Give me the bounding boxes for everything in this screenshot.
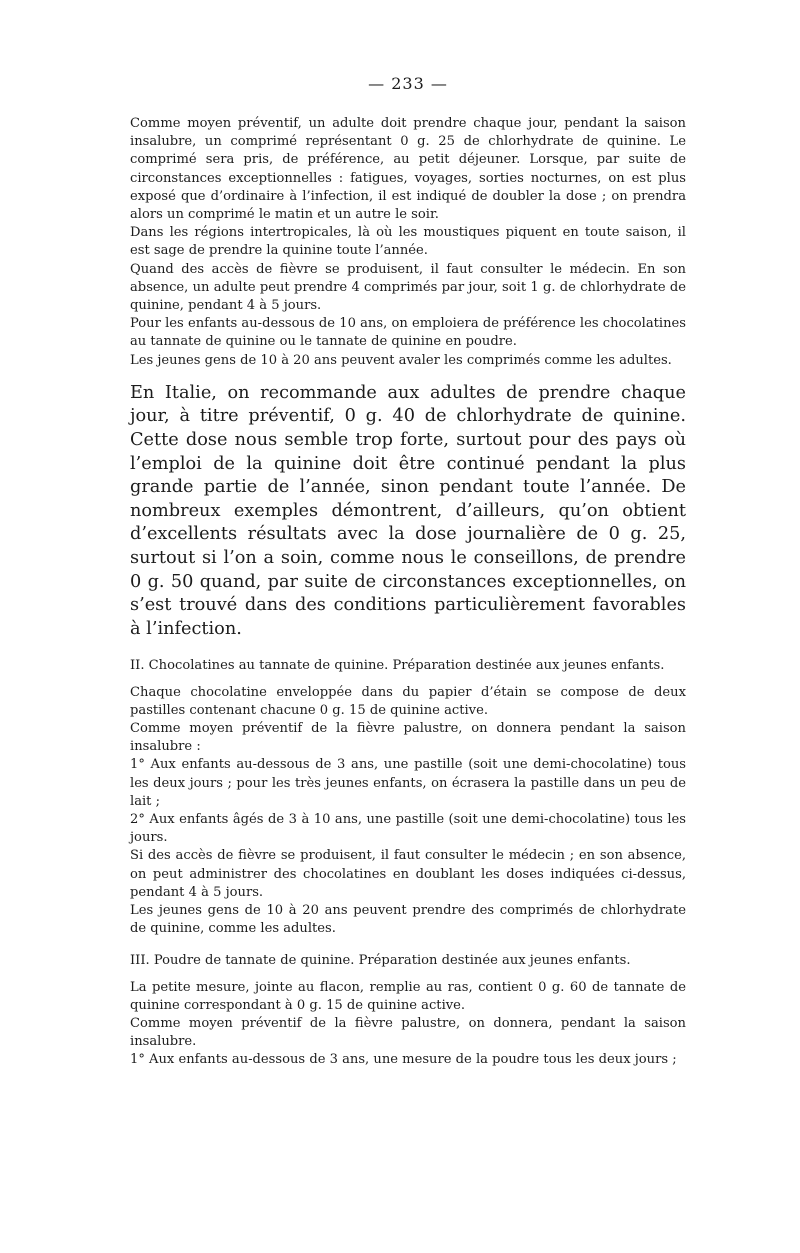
paragraph: Chaque chocolatine enveloppée dans du papier d’étain se compose de deux pastilles contenant chacune 0 g. 15 de quinine active.	[130, 684, 686, 718]
paragraph: La petite mesure, jointe au flacon, remplie au ras, contient 0 g. 60 de tannate de quinine correspondant à 0 g. 15 de quinine active.	[130, 979, 686, 1013]
paragraph: Comme moyen préventif de la fièvre palustre, on donnera, pendant la saison insalubre.	[130, 1016, 686, 1050]
section-chocolatines	[130, 657, 686, 938]
page	[130, 74, 686, 1070]
paragraph: Dans les régions intertropicales, là où les moustiques piquent en toute saison, il est sage de prendre la quinine toute l’année.	[130, 225, 686, 259]
paragraph: 1° Aux enfants au-dessous de 3 ans, une pastille (soit une demi-chocolatine) tous les deux jours ; pour les très jeunes enfants, on écrasera la pastille dans un peu de lait ;	[130, 757, 686, 809]
paragraph: Les jeunes gens de 10 à 20 ans peuvent prendre des comprimés de chlorhydrate de quinine, comme les adultes.	[130, 903, 686, 937]
section-poudre	[130, 952, 686, 1069]
paragraph: Les jeunes gens de 10 à 20 ans peuvent avaler les comprimés comme les adultes.	[130, 352, 672, 368]
paragraph: Comme moyen préventif, un adulte doit prendre chaque jour, pendant la saison insalubre, un comprimé représentant 0 g. 25 de chlorhydrate de quinine. Le comprimé sera pris, de préférence, au petit déjeuner. Lorsque, par suite de circonstances exceptionnelles : fatigues, voyages, sorties nocturnes, on est plus exposé que d’ordinaire à l’infection, il est indiqué de doubler la dose ; on prendra alors un comprimé le matin et un autre le soir.	[130, 116, 686, 223]
section-heading: III. Poudre de tannate de quinine. Préparation destinée aux jeunes enfants.	[130, 953, 631, 969]
paragraph: 1° Aux enfants au-dessous de 3 ans, une mesure de la poudre tous les deux jours ;	[130, 1052, 677, 1068]
paragraph: Comme moyen préventif de la fièvre palustre, on donnera pendant la saison insalubre :	[130, 720, 686, 755]
paragraph: Pour les enfants au-dessous de 10 ans, on emploiera de préférence les chocolatines au tannate de quinine ou le tannate de quinine en poudre.	[130, 316, 686, 350]
paragraph: 2° Aux enfants âgés de 3 à 10 ans, une pastille (soit une demi-chocolatine) tous les jours.	[130, 812, 686, 846]
paragraph: Si des accès de fièvre se produisent, il faut consulter le médecin ; en son absence, on peut administrer des chocolatines en doublant les doses indiquées ci-dessus, pendant 4 à 5 jours.	[130, 848, 686, 900]
intro-block	[130, 115, 686, 370]
section-heading: II. Chocolatines au tannate de quinine. Préparation destinée aux jeunes enfants.	[130, 658, 665, 674]
large-paragraph-italy: En Italie, on recommande aux adultes de prendre chaque jour, à titre préventif, 0 g. 40 de chlorhydrate de quinine. Cette dose nous semble trop forte, surtout pour des pays où l’emploi de la quinine doit être continué pendant la plus grande partie de l’année, sinon pendant toute l’année. De nombreux exemples démontrent, d’ailleurs, qu’on obtient d’excellents résultats avec la dose journalière de 0 g. 25, surtout si l’on a soin, comme nous le conseillons, de prendre 0 g. 50 quand, par suite de circonstances exceptionnelles, on s’est trouvé dans des conditions particulièrement favorables à l’infection.	[130, 382, 686, 639]
paragraph: Quand des accès de fièvre se produisent, il faut consulter le médecin. En son absence, un adulte peut prendre 4 comprimés par jour, soit 1 g. de chlorhydrate de quinine, pendant 4 à 5 jours.	[130, 261, 686, 314]
page-number: — 233 —	[368, 74, 448, 93]
